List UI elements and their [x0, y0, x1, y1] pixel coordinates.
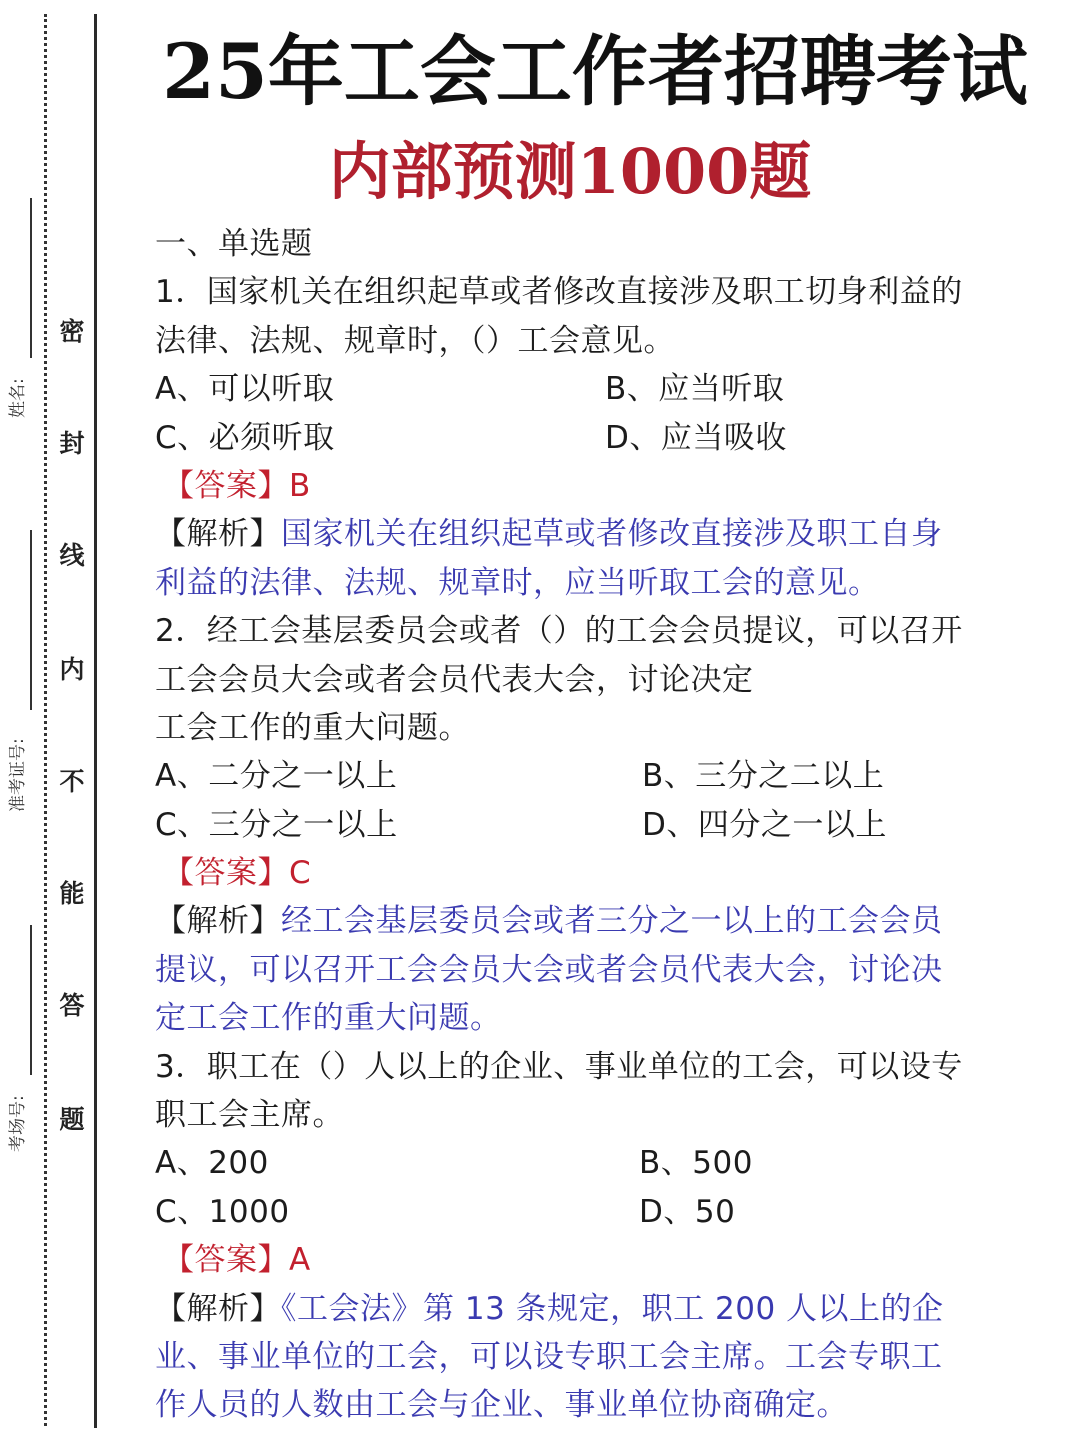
- question-stem-line: 3．职工在（）人以上的企业、事业单位的工会，可以设专: [155, 1048, 963, 1085]
- dotted-cut-line: [44, 14, 47, 1426]
- option-b: B、应当听取: [605, 371, 785, 408]
- analysis-text: 《工会法》第 13 条规定，职工 200 人以上的企: [281, 1290, 944, 1327]
- section-heading: 一、单选题: [155, 226, 313, 262]
- question-stem-line: 工会会员大会或者会员代表大会，讨论决定: [155, 661, 754, 698]
- room-label: 考场号:: [8, 1095, 28, 1152]
- option-a: A、可以听取: [155, 371, 335, 408]
- seal-char: 封: [59, 429, 85, 458]
- name-blank-line: [30, 198, 32, 358]
- question-list: [155, 220, 1055, 1430]
- option-d: D、四分之一以上: [642, 806, 887, 843]
- seal-line: [94, 14, 97, 1428]
- answer-line: 【答案】B: [163, 467, 311, 504]
- option-row: [155, 1139, 1055, 1187]
- option-row: [155, 414, 1055, 462]
- analysis-text: 业、事业单位的工会，可以设专职工会主席。工会专职工: [155, 1338, 943, 1375]
- option-c: C、1000: [155, 1193, 290, 1230]
- question-stem-line: 法律、法规、规章时，（）工会意见。: [155, 322, 675, 359]
- question-stem-line: 1．国家机关在组织起草或者修改直接涉及职工切身利益的: [155, 274, 963, 311]
- question-stem-line: 2．经工会基层委员会或者（）的工会会员提议，可以召开: [155, 613, 963, 650]
- analysis-tag: 【解析】: [155, 1290, 281, 1327]
- option-d: D、应当吸收: [605, 419, 787, 456]
- room-blank-line: [30, 925, 32, 1075]
- answer-line: 【答案】A: [163, 1242, 311, 1279]
- option-c: C、三分之一以上: [155, 806, 398, 843]
- name-label: 姓名:: [8, 378, 28, 418]
- analysis-tag: 【解析】: [155, 516, 281, 553]
- seal-char: 不: [59, 767, 85, 796]
- seal-char: 线: [59, 541, 85, 570]
- option-row: [155, 801, 1055, 849]
- option-b: B、500: [639, 1145, 753, 1182]
- analysis-line: [155, 1285, 1055, 1333]
- seal-char: 题: [59, 1105, 85, 1134]
- question-stem-line: 职工会主席。: [155, 1097, 344, 1134]
- analysis-line: [155, 510, 1055, 558]
- question-block: [155, 268, 1055, 607]
- analysis-text: 国家机关在组织起草或者修改直接涉及职工自身: [281, 516, 943, 553]
- question-block: [155, 1043, 1055, 1430]
- page-subtitle: 内部预测1000题: [328, 135, 812, 208]
- option-d: D、50: [639, 1193, 736, 1230]
- option-a: A、二分之一以上: [155, 758, 398, 795]
- option-c: C、必须听取: [155, 419, 335, 456]
- page-title: 25年工会工作者招聘考试: [162, 27, 1028, 116]
- option-b: B、三分之二以上: [642, 758, 885, 795]
- question-block: [155, 607, 1055, 1043]
- analysis-tag: 【解析】: [155, 903, 281, 940]
- seal-char: 答: [59, 991, 85, 1020]
- answer-line: 【答案】C: [163, 855, 312, 892]
- ticket-label: 准考证号:: [8, 738, 28, 812]
- analysis-text: 经工会基层委员会或者三分之一以上的工会会员: [281, 903, 943, 940]
- analysis-text: 利益的法律、法规、规章时，应当听取工会的意见。: [155, 564, 880, 601]
- option-a: A、200: [155, 1145, 269, 1182]
- option-row: [155, 365, 1055, 413]
- analysis-text: 定工会工作的重大问题。: [155, 1000, 502, 1037]
- question-stem-line: 工会工作的重大问题。: [155, 709, 470, 746]
- analysis-line: [155, 897, 1055, 945]
- analysis-text: 提议，可以召开工会会员大会或者会员代表大会，讨论决: [155, 951, 943, 988]
- seal-char: 内: [59, 655, 85, 684]
- seal-char: 密: [59, 317, 85, 346]
- option-row: [155, 752, 1055, 800]
- seal-char: 能: [59, 879, 85, 908]
- ticket-blank-line: [30, 530, 32, 710]
- option-row: [155, 1188, 1055, 1236]
- analysis-text: 作人员的人数由工会与企业、事业单位协商确定。: [155, 1387, 848, 1424]
